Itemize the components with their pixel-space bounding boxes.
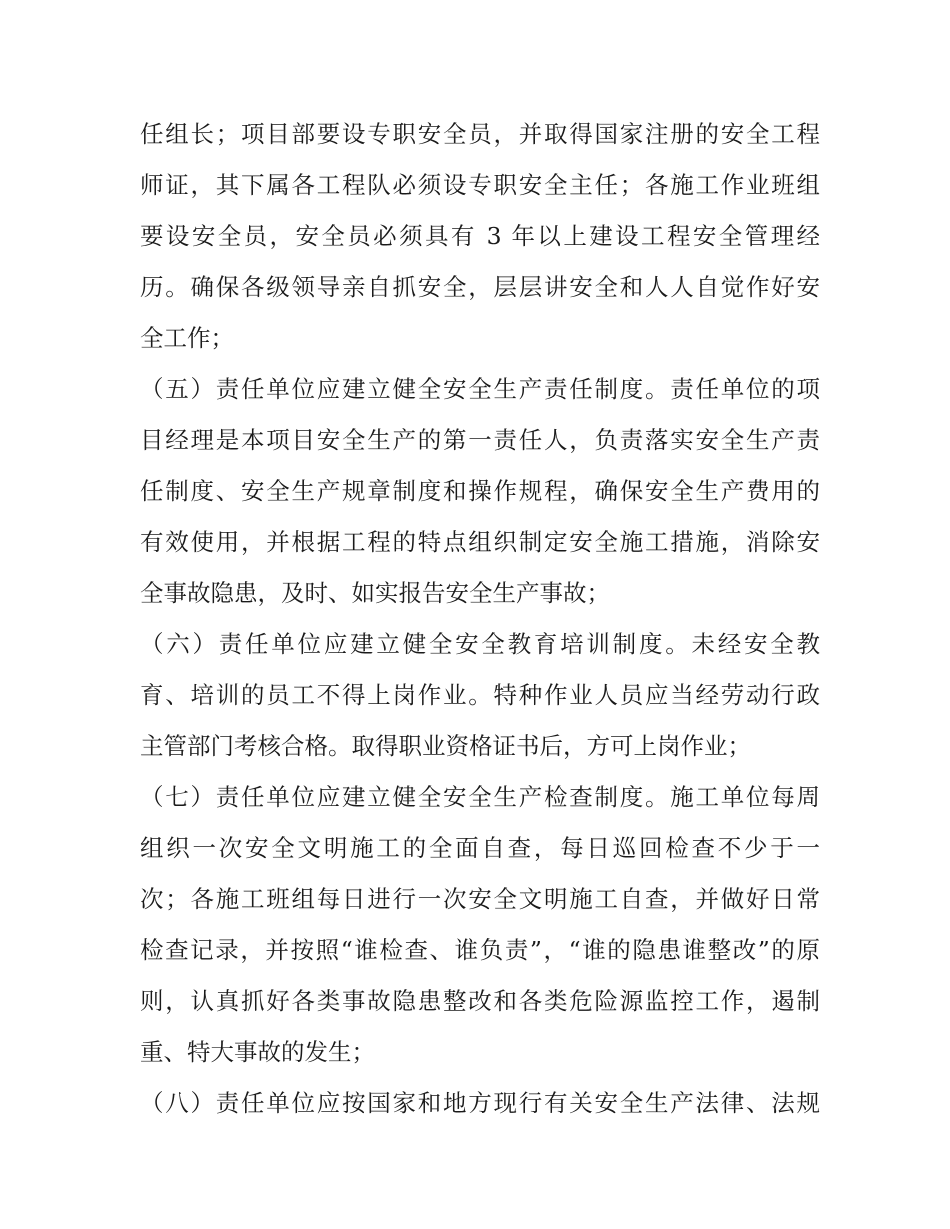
text-line: 全工作； [140, 324, 234, 352]
section-six-line: （六）责任单位应建立健全安全教育培训制度。未经安全教 [140, 630, 820, 658]
text-line: 历。确保各级领导亲自抓安全，层层讲安全和人人自觉作好安 [140, 273, 820, 301]
text-line: 要设安全员，安全员必须具有 3 年以上建设工程安全管理经 [140, 222, 820, 250]
text-line: 检查记录，并按照“谁检查、谁负责”，“谁的隐患谁整改”的原 [140, 936, 820, 964]
text-line: 目经理是本项目安全生产的第一责任人，负责落实安全生产责 [140, 426, 820, 454]
text-line: 任制度、安全生产规章制度和操作规程，确保安全生产费用的 [140, 477, 820, 505]
text-line: 任组长；项目部要设专职安全员，并取得国家注册的安全工程 [140, 120, 820, 148]
text-line: 育、培训的员工不得上岗作业。特种作业人员应当经劳动行政 [140, 681, 820, 709]
section-five-line: （五）责任单位应建立健全安全生产责任制度。责任单位的项 [140, 375, 820, 403]
text-line: 组织一次安全文明施工的全面自查，每日巡回检查不少于一 [140, 834, 820, 862]
text-line: 主管部门考核合格。取得职业资格证书后，方可上岗作业； [140, 732, 751, 760]
text-line: 重、特大事故的发生； [140, 1038, 375, 1066]
text-line: 全事故隐患，及时、如实报告安全生产事故； [140, 579, 610, 607]
section-seven-line: （七）责任单位应建立健全安全生产检查制度。施工单位每周 [140, 783, 820, 811]
body-text [140, 109, 820, 1129]
text-line: 师证，其下属各工程队必须设专职安全主任；各施工作业班组 [140, 171, 820, 199]
section-eight-line: （八）责任单位应按国家和地方现行有关安全生产法律、法规 [140, 1089, 820, 1117]
text-line: 有效使用，并根据工程的特点组织制定安全施工措施，消除安 [140, 528, 820, 556]
text-line: 则，认真抓好各类事故隐患整改和各类危险源监控工作，遏制 [140, 987, 820, 1015]
text-line: 次；各施工班组每日进行一次安全文明施工自查，并做好日常 [140, 885, 820, 913]
